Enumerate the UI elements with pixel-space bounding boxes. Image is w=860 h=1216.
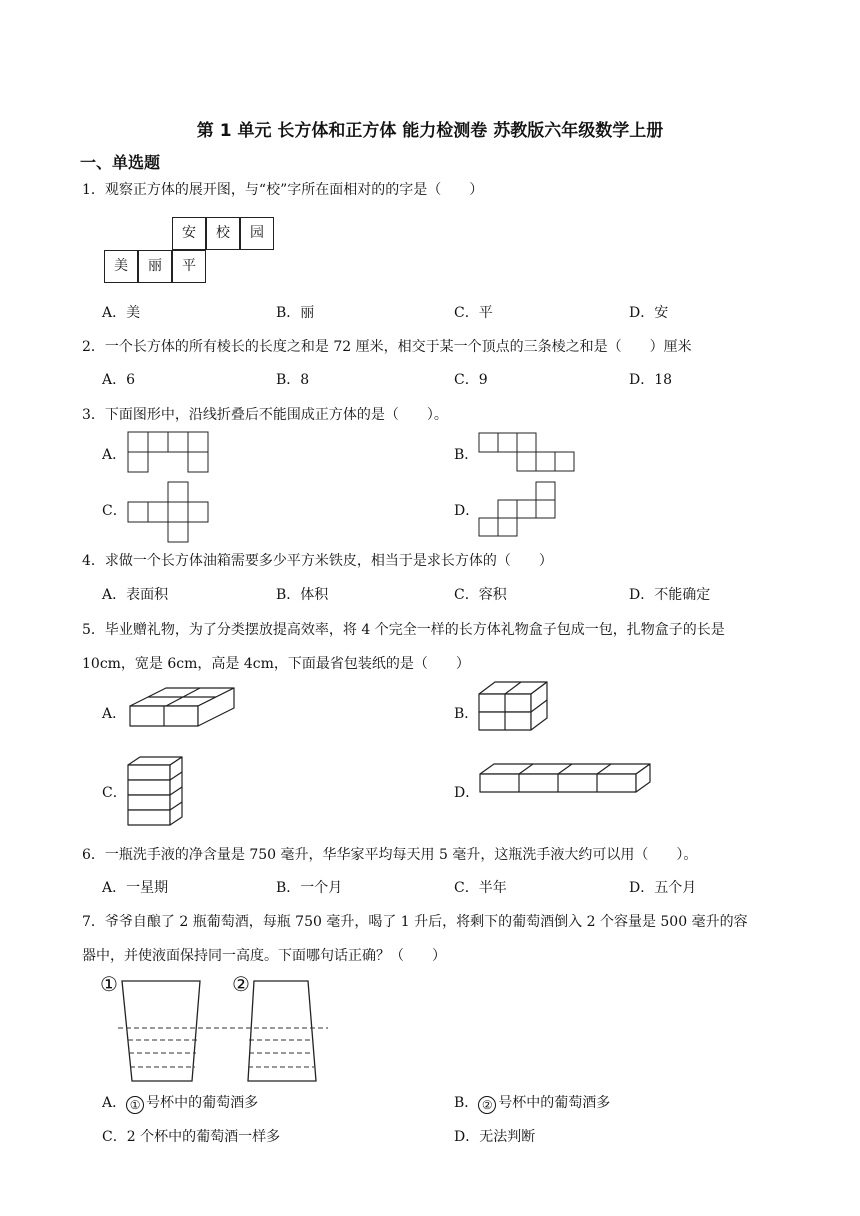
option-text: 号杯中的葡萄酒多 <box>498 1095 611 1111</box>
q4-option-b[interactable]: B．体积 <box>276 587 329 603</box>
question-7-stem-line2: 器中，并使液面保持同一高度。下面哪句话正确？（ ） <box>82 948 446 964</box>
q5-boxes-b <box>479 682 553 744</box>
question-5-stem-line2: 10cm，宽是 6cm，高是 4cm，下面最省包装纸的是（ ） <box>82 656 470 672</box>
q6-option-d[interactable]: D．五个月 <box>629 880 697 896</box>
q1-option-a[interactable]: A．美 <box>102 305 141 321</box>
question-1-stem: 1．观察正方体的展开图，与“校”字所在面相对的的字是（ ） <box>82 182 484 198</box>
q7-option-d[interactable]: D．无法判断 <box>454 1129 536 1145</box>
q4-option-d[interactable]: D．不能确定 <box>629 587 711 603</box>
q3-net-a <box>128 432 212 476</box>
q5-option-d[interactable]: D． <box>454 785 480 801</box>
question-3-stem: 3．下面图形中，沿线折叠后不能围成正方体的是（ ）。 <box>82 407 448 423</box>
q5-option-a[interactable]: A． <box>102 706 127 722</box>
q2-option-d[interactable]: D．18 <box>629 372 673 388</box>
q3-net-b <box>479 433 579 477</box>
q5-option-b[interactable]: B． <box>454 706 479 722</box>
cups-figure <box>100 975 336 1087</box>
question-7-stem-line1: 7．爷爷自酿了 2 瓶葡萄酒，每瓶 750 毫升，喝了 1 升后，将剩下的葡萄酒倒入 2 个容量是 500 毫升的容 <box>82 914 748 930</box>
net-cell: 校 <box>206 217 240 250</box>
q1-option-d[interactable]: D．安 <box>629 305 669 321</box>
q3-option-b[interactable]: B． <box>454 447 479 463</box>
question-5-stem-line1: 5．毕业赠礼物，为了分类摆放提高效率，将 4 个完全一样的长方体礼物盒子包成一包，扎物盒子的长是 <box>82 622 725 638</box>
question-4-stem: 4．求做一个长方体油箱需要多少平方米铁皮，相当于是求长方体的（ ） <box>82 553 553 569</box>
circled-number: ① <box>126 1096 144 1114</box>
q5-boxes-c <box>128 757 186 831</box>
circled-number: ② <box>478 1096 496 1114</box>
question-2-stem: 2．一个长方体的所有棱长的长度之和是 72 厘米，相交于某一个顶点的三条棱之和是（ ）厘米 <box>82 339 692 355</box>
q2-option-c[interactable]: C．9 <box>454 372 488 388</box>
q3-net-d <box>479 482 559 542</box>
q3-option-d[interactable]: D． <box>454 503 480 519</box>
q6-option-c[interactable]: C．半年 <box>454 880 507 896</box>
option-prefix: B． <box>454 1095 479 1111</box>
net-cell: 美 <box>104 250 138 283</box>
q3-net-c <box>128 482 212 546</box>
q1-option-b[interactable]: B．丽 <box>276 305 315 321</box>
section-heading: 一、单选题 <box>80 153 161 172</box>
q4-option-c[interactable]: C．容积 <box>454 587 507 603</box>
q3-option-a[interactable]: A． <box>102 447 127 463</box>
option-prefix: A． <box>102 1095 127 1111</box>
net-cell: 丽 <box>138 250 172 283</box>
q5-boxes-a <box>130 688 240 742</box>
q6-option-b[interactable]: B．一个月 <box>276 880 343 896</box>
q1-option-c[interactable]: C．平 <box>454 305 493 321</box>
net-cell: 安 <box>172 217 206 250</box>
question-6-stem: 6．一瓶洗手液的净含量是 750 毫升，华华家平均每天用 5 毫升，这瓶洗手液大约可以用（ ）。 <box>82 847 698 863</box>
q2-option-b[interactable]: B．8 <box>276 372 310 388</box>
cup-2-label: ② <box>232 972 250 996</box>
q5-option-c[interactable]: C． <box>102 785 127 801</box>
q5-boxes-d <box>480 764 654 806</box>
q3-option-c[interactable]: C． <box>102 503 127 519</box>
page-title: 第 1 单元 长方体和正方体 能力检测卷 苏教版六年级数学上册 <box>196 121 664 141</box>
cup-1-label: ① <box>100 972 118 996</box>
q7-option-c[interactable]: C．2 个杯中的葡萄酒一样多 <box>102 1129 281 1145</box>
q6-option-a[interactable]: A．一星期 <box>102 880 169 896</box>
q7-option-b[interactable] <box>454 1093 610 1114</box>
net-cell: 园 <box>240 217 274 250</box>
q7-option-a[interactable] <box>102 1093 258 1114</box>
q2-option-a[interactable]: A．6 <box>102 372 136 388</box>
net-cell: 平 <box>172 250 206 283</box>
option-text: 号杯中的葡萄酒多 <box>146 1095 259 1111</box>
q4-option-a[interactable]: A．表面积 <box>102 587 169 603</box>
